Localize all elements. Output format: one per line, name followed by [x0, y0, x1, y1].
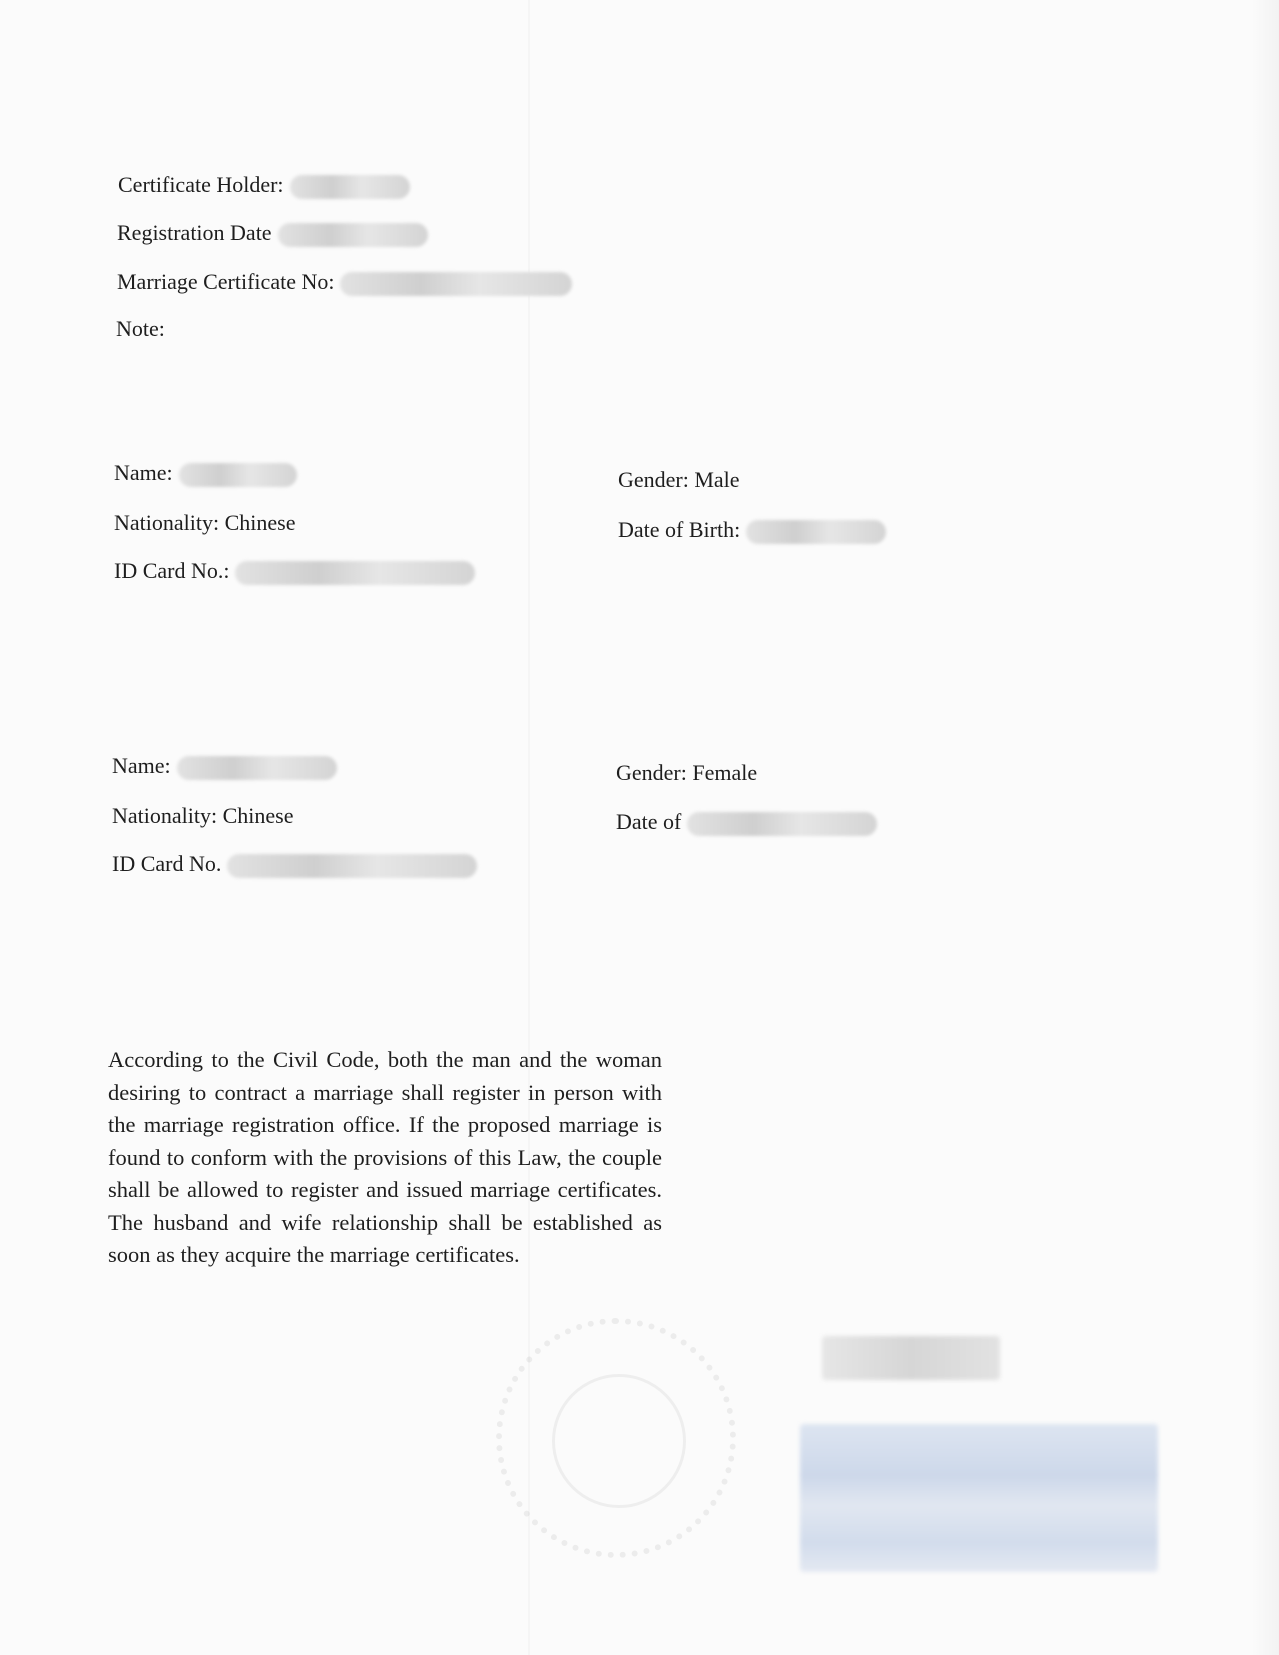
husband-dob-label: Date of Birth:: [618, 517, 741, 542]
wife-gender: Gender: Female: [616, 760, 758, 785]
wife-nationality-line: [112, 802, 293, 830]
wife-name-line: [112, 752, 337, 780]
husband-id-label: ID Card No.:: [114, 558, 230, 583]
notary-seal-icon: [496, 1318, 736, 1558]
wife-id-label: ID Card No.: [112, 851, 222, 876]
redacted-certificate-number: [340, 272, 572, 296]
husband-gender-line: [618, 466, 740, 494]
wife-dob-line: [616, 808, 877, 836]
wife-gender-line: [616, 759, 757, 787]
civil-code-statement: According to the Civil Code, both the man and the woman desiring to contract a marriage shall register in person with the marriage registration office. If the proposed marriage is found to conform with the provisions of this Law, the couple shall be allowed to register and issued marriage certificates. The husband and wife relationship shall be established as soon as they acquire the marriage certificates.: [108, 1047, 662, 1267]
husband-name-line: [114, 459, 297, 487]
registration-date-label: Registration Date: [117, 220, 272, 245]
redacted-husband-dob: [746, 520, 886, 544]
wife-dob-label: Date of: [616, 809, 682, 834]
certificate-holder-line: [118, 171, 410, 199]
certificate-holder-label: Certificate Holder:: [118, 172, 284, 197]
redacted-notary-details: [800, 1424, 1158, 1572]
redacted-wife-id: [227, 854, 477, 878]
page-edge-shadow: [1251, 0, 1279, 1655]
husband-gender: Gender: Male: [618, 467, 740, 492]
redacted-registration-date: [278, 223, 428, 247]
husband-nationality-line: [114, 509, 295, 537]
registration-date-line: [117, 219, 428, 247]
wife-name-label: Name:: [112, 753, 171, 778]
certificate-number-line: [117, 268, 572, 296]
note-label: Note:: [116, 316, 165, 341]
husband-name-label: Name:: [114, 460, 173, 485]
husband-nationality: Nationality: Chinese: [114, 510, 296, 535]
redacted-husband-id: [235, 561, 475, 585]
redacted-holder: [290, 175, 410, 199]
note-line: [116, 315, 165, 343]
certificate-number-label: Marriage Certificate No:: [117, 269, 335, 294]
wife-nationality: Nationality: Chinese: [112, 803, 294, 828]
redacted-wife-name: [177, 756, 337, 780]
redacted-notary-number: [822, 1336, 1000, 1380]
redacted-husband-name: [179, 463, 297, 487]
wife-id-line: [112, 850, 477, 878]
husband-dob-line: [618, 516, 886, 544]
husband-id-line: [114, 557, 475, 585]
redacted-wife-dob: [687, 812, 877, 836]
